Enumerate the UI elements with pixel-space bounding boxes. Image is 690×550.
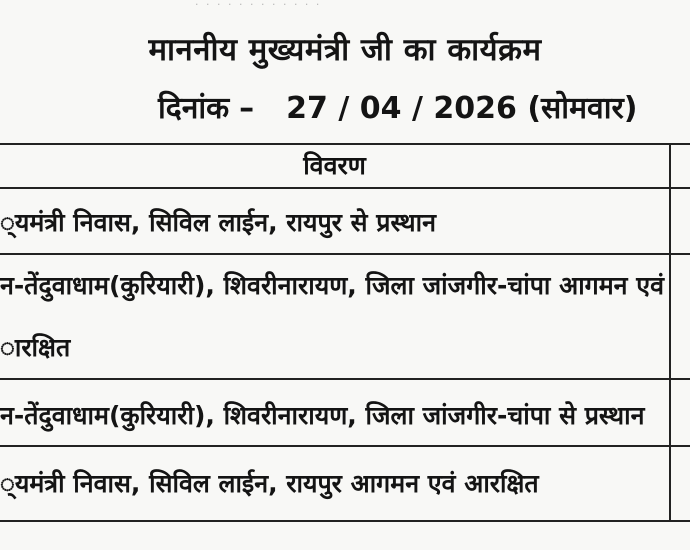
schedule-row: न-तेंदुवाधाम(कुरियारी), शिवरीनारायण, जिला जांजगीर-चांपा से प्रस्थान [0, 401, 645, 430]
date-label: दिनांक [158, 91, 230, 126]
date-dash: – [239, 91, 255, 126]
row-divider [0, 253, 690, 255]
row-divider [0, 445, 690, 447]
schedule-row: न-तेंदुवाधाम(कुरियारी), शिवरीनारायण, जिला जांजगीर-चांपा आगमन एवं [0, 271, 664, 300]
row-divider [0, 520, 690, 522]
column-divider [669, 143, 671, 522]
cropped-top-text: · · · · · · · · · · · · [195, 0, 322, 10]
schedule-row-continued: ारक्षित [0, 333, 71, 362]
schedule-row: ्यमंत्री निवास, सिविल लाईन, रायपुर से प्रस्थान [0, 208, 436, 237]
header-divider [0, 187, 690, 189]
document-title: माननीय मुख्यमंत्री जी का कार्यक्रम [148, 32, 542, 68]
column-header-details: विवरण [303, 151, 366, 180]
day-label: (सोमवार) [527, 91, 638, 126]
row-divider [0, 378, 690, 380]
schedule-row: ्यमंत्री निवास, सिविल लाईन, रायपुर आगमन एवं आरक्षित [0, 469, 539, 498]
date-value: 27 / 04 / 2026 [286, 91, 517, 126]
